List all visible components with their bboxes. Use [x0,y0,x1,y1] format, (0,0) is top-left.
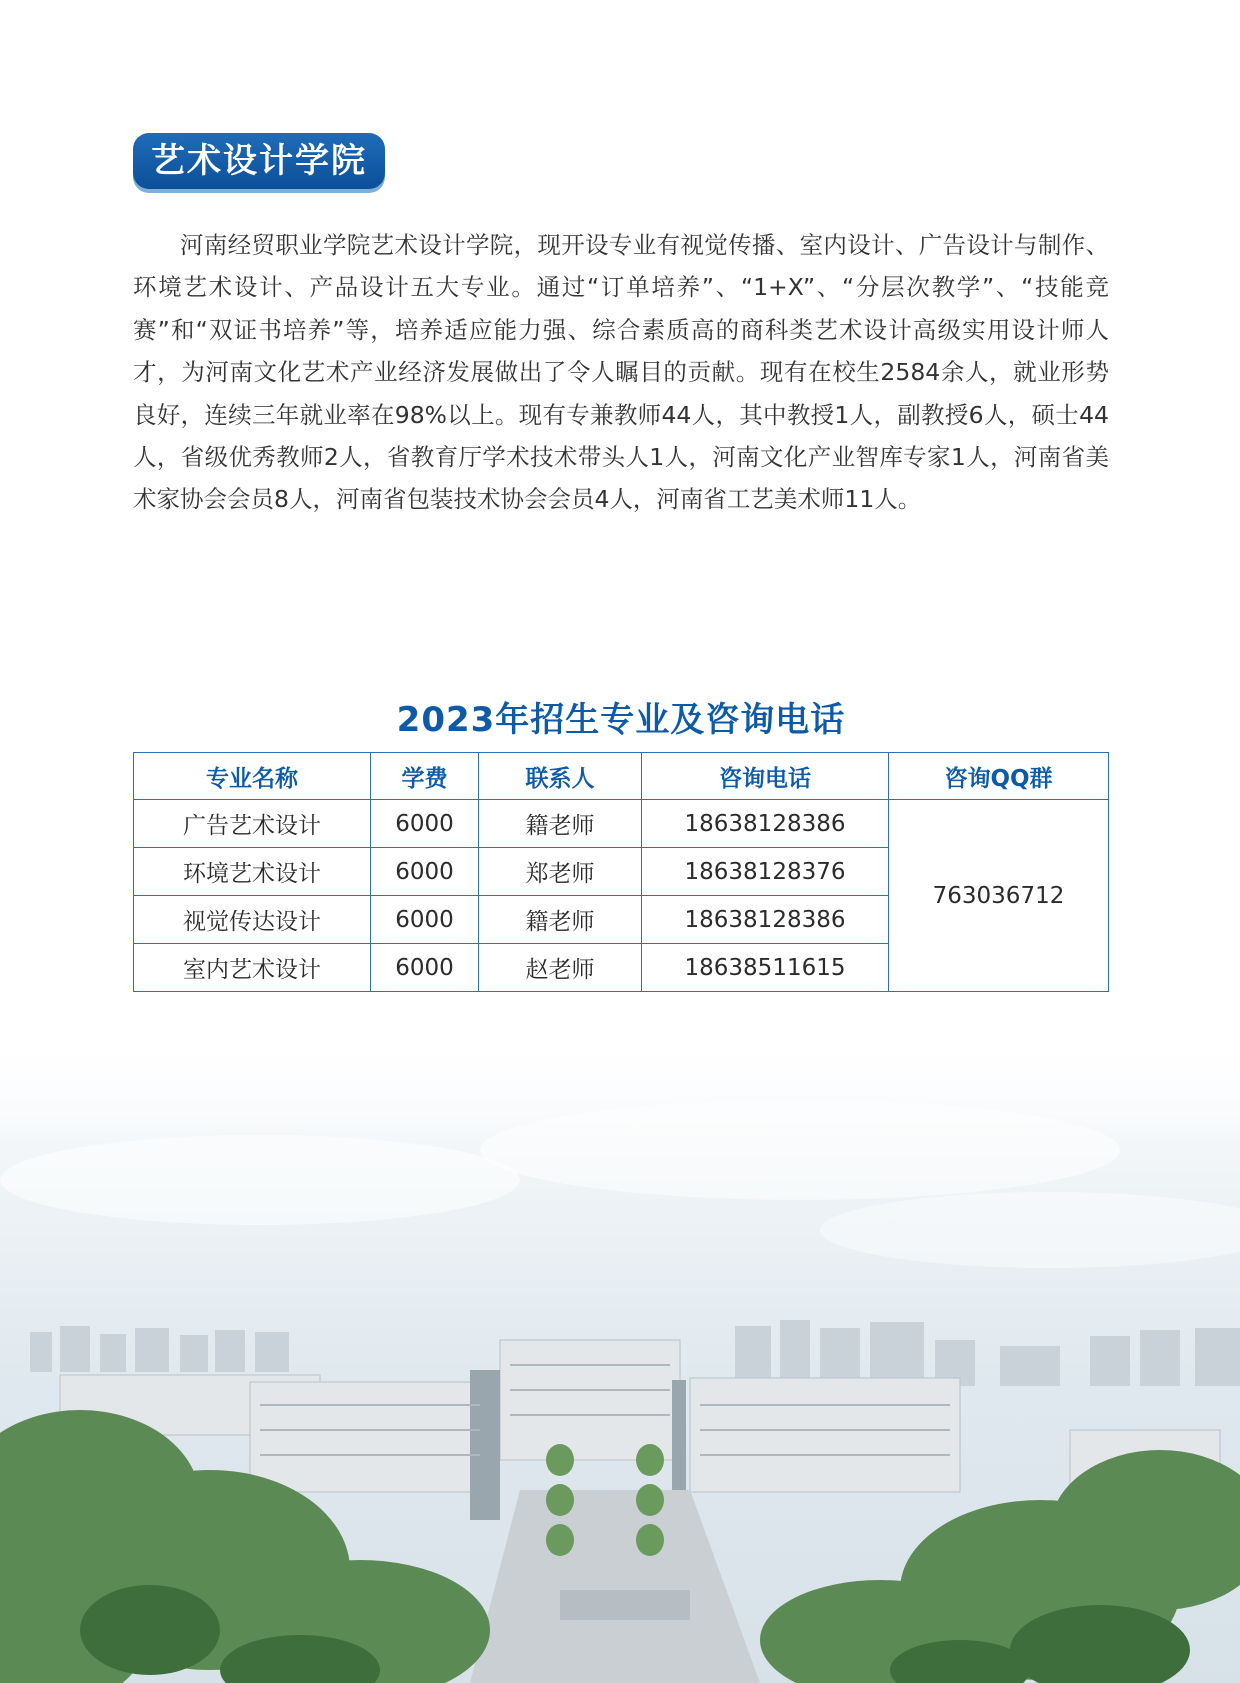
cell-phone: 18638511615 [642,944,889,992]
cell-major: 视觉传达设计 [134,896,371,944]
cell-major: 广告艺术设计 [134,800,371,848]
campus-aerial-photo [0,1030,1240,1683]
table-row [134,800,1109,848]
header-contact: 联系人 [479,753,642,800]
section-title: 艺术设计学院 [133,133,385,189]
admissions-table [133,752,1109,992]
table-title: 2023年招生专业及咨询电话 [396,700,846,740]
cell-contact: 籍老师 [479,896,642,944]
cell-fee: 6000 [371,896,479,944]
cell-qq-group: 763036712 [889,800,1109,992]
intro-paragraph: 河南经贸职业学院艺术设计学院，现开设专业有视觉传播、室内设计、广告设计与制作、环境艺术设计、产品设计五大专业。通过“订单培养”、“1+X”、“分层次教学”、“技能竞赛”和“双证书培养”等，培养适应能力强、综合素质高的商科类艺术设计高级实用设计师人才，为河南文化艺术产业经济发展做出了令人瞩目的贡献。现有在校生2584余人，就业形势良好，连续三年就业率在98%以上。现有专兼教师44人，其中教授1人，副教授6人，硕士44人，省级优秀教师2人，省教育厅学术技术带头人1人，河南文化产业智库专家1人，河南省美术家协会会员8人，河南省包装技术协会会员4人，河南省工艺美术师11人。 [133,231,1109,514]
section-title-badge [133,133,385,193]
cell-phone: 18638128376 [642,848,889,896]
cell-contact: 郑老师 [479,848,642,896]
cell-fee: 6000 [371,944,479,992]
header-qq: 咨询QQ群 [889,753,1109,800]
header-major: 专业名称 [134,753,371,800]
header-phone: 咨询电话 [642,753,889,800]
cell-major: 环境艺术设计 [134,848,371,896]
cell-contact: 籍老师 [479,800,642,848]
header-fee: 学费 [371,753,479,800]
cell-fee: 6000 [371,848,479,896]
cell-contact: 赵老师 [479,944,642,992]
cell-phone: 18638128386 [642,896,889,944]
table-header-row [134,753,1109,800]
cell-phone: 18638128386 [642,800,889,848]
cell-major: 室内艺术设计 [134,944,371,992]
cell-fee: 6000 [371,800,479,848]
